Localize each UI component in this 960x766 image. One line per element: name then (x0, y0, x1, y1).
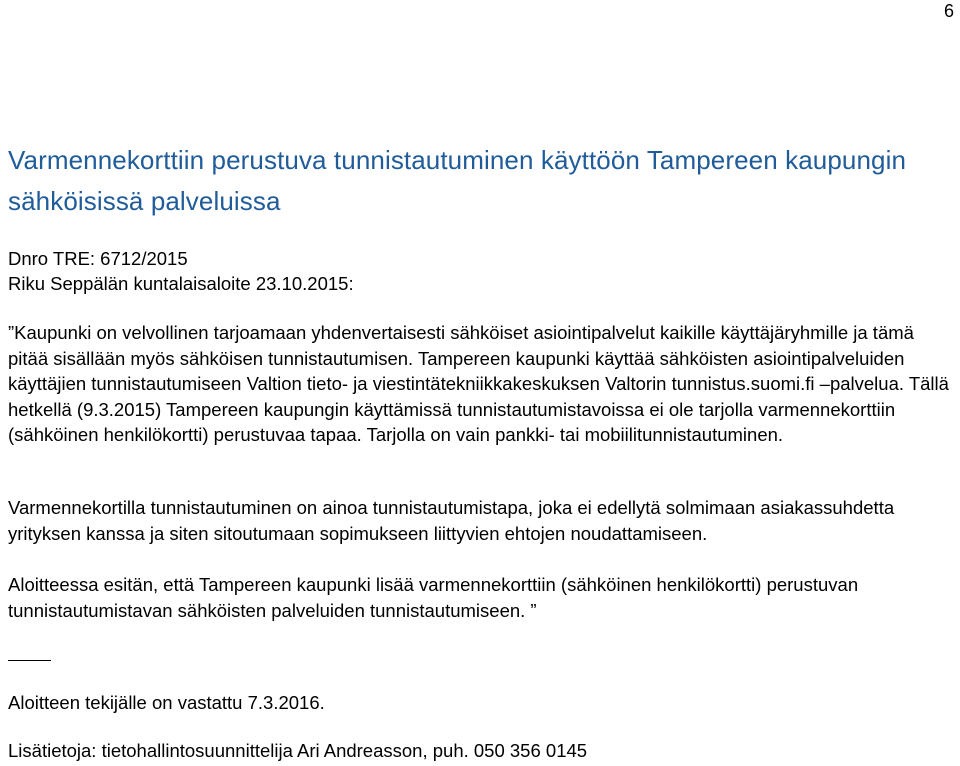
document-meta (8, 246, 354, 296)
quote-paragraph-proposal: Aloitteessa esitän, että Tampereen kaupunki lisää varmennekorttiin (sähköinen henkilökortti) perustuvan tunnistautumistavan sähköisten palveluiden tunnistautumiseen. ” (8, 574, 859, 621)
quote-paragraph-main: ”Kaupunki on velvollinen tarjoamaan yhdenvertaisesti sähköiset asiointipalvelut kaikille käyttäjäryhmille ja tämä pitää sisällään myös sähköisen tunnistautumisen. Tampereen kaupunki käyttää sähköisten asiointipalveluiden käyttäjien tunnistautumiseen Valtion tieto- ja viestintätekniikkakeskuksen Valtorin tunnistus.suomi.fi –palvelua. Tällä hetkellä (9.3.2015) Tampereen kaupungin käyttämissä tunnistautumistavoissa ei ole tarjolla varmennekorttiin (sähköinen henkilökortti) perustuvaa tapaa. Tarjolla on vain pankki- tai mobiilitunnistautuminen. (8, 322, 949, 445)
dnro-reference: Dnro TRE: 6712/2015 (8, 248, 188, 269)
answer-statement: Aloitteen tekijälle on vastattu 7.3.2016. (8, 692, 325, 713)
section-divider (8, 660, 51, 661)
contact-info: Lisätietoja: tietohallintosuunnittelija Ari Andreasson, puh. 050 356 0145 (8, 740, 588, 761)
page-title: Varmennekorttiin perustuva tunnistautuminen käyttöön Tampereen kaupungin sähköisissä palveluissa (8, 145, 907, 216)
quote-paragraph-second: Varmennekortilla tunnistautuminen on ainoa tunnistautumistapa, joka ei edellytä solmimaan asiakassuhdetta yrityksen kanssa ja siten sitoutumaan sopimukseen liittyvien ehtojen noudattamiseen. (8, 497, 895, 544)
initiative-reference: Riku Seppälän kuntalaisaloite 23.10.2015: (8, 273, 354, 294)
page-number: 6 (943, 1, 954, 21)
